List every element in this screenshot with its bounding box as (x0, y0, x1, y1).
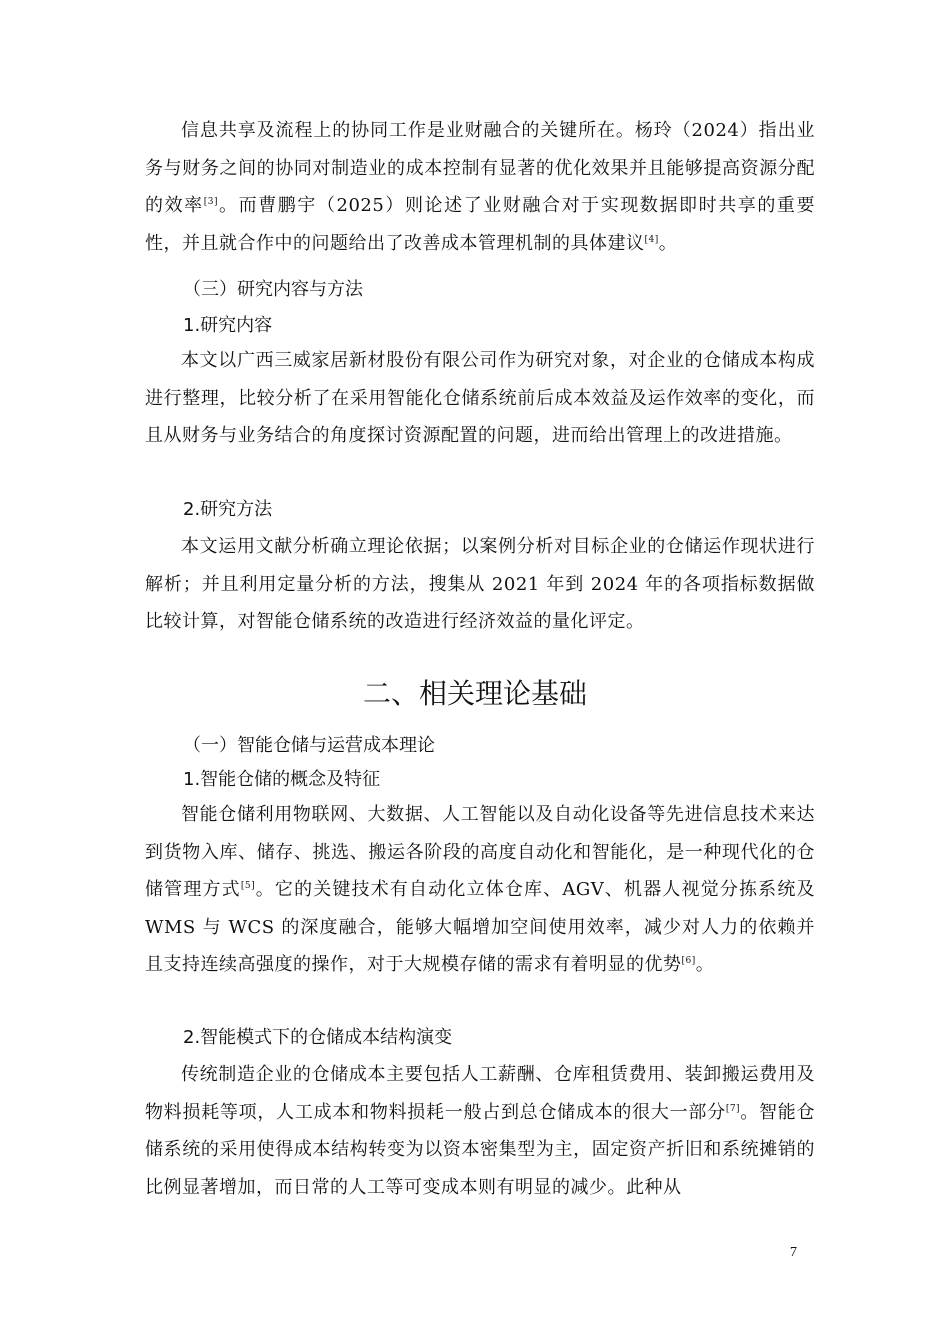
citation-5: [5] (240, 881, 256, 892)
paragraph-text: 。它的关键技术有自动化立体仓库、AGV、机器人视觉分拣系统及 WMS 与 WCS 的深度融合，能够大幅增加空间使用效率，减少对人力的依赖并且支持连续高强度的操作，对于大规模存储的需求有着明显的优势 (145, 879, 816, 976)
subheading-research-content: 1.研究内容 (183, 315, 273, 336)
section-heading-smart-warehousing: （一）智能仓储与运营成本理论 (183, 735, 435, 756)
paragraph-cost-structure (145, 1056, 815, 1206)
chapter-title: 二、相关理论基础 (362, 677, 587, 710)
paragraph-research-content: 本文以广西三威家居新材股份有限公司作为研究对象，对企业的仓储成本构成进行整理，比较分析了在采用智能化仓储系统前后成本效益及运作效率的变化，而且从财务与业务结合的角度探讨资源配置的问题，进而给出管理上的改进措施。 (145, 350, 815, 447)
paragraph-text: 。 (695, 954, 715, 976)
paragraph-text: 信息共享及流程上的协同工作是业财融合的关键所在。杨玲（2024）指出业务与财务之间的协同对制造业的成本控制有显著的优化效果并且能够提高资源分配的效率 (145, 120, 815, 217)
paragraph-collaboration (145, 112, 815, 262)
subheading-research-methods: 2.研究方法 (183, 499, 273, 520)
citation-6: [6] (681, 956, 696, 967)
paragraph-research-methods: 本文运用文献分析确立理论依据；以案例分析对目标企业的仓储运作现状进行解析；并且利用定量分析的方法，搜集从 2021 年到 2024 年的各项指标数据做比较计算，对智能仓储系统的改造进行经济效益的量化评定。 (145, 536, 815, 633)
paragraph-text: 。智能仓储系统的采用使得成本结构转变为以资本密集型为主，固定资产折旧和系统摊销的比例显著增加，而日常的人工等可变成本则有明显的减少。此种从 (145, 1101, 816, 1198)
paragraph-text: 传统制造企业的仓储成本主要包括人工薪酬、仓库租赁费用、装卸搬运费用及物料损耗等项，人工成本和物料损耗一般占到总仓储成本的很大一部分 (145, 1064, 815, 1123)
section-heading-research-content-methods: （三）研究内容与方法 (183, 279, 363, 300)
citation-4: [4] (644, 234, 659, 245)
subheading-cost-structure: 2.智能模式下的仓储成本结构演变 (183, 1027, 453, 1048)
paragraph-smart-warehousing (145, 796, 815, 984)
paragraph-text: 智能仓储利用物联网、大数据、人工智能以及自动化设备等先进信息技术来达到货物入库、储存、挑选、搬运各阶段的高度自动化和智能化，是一种现代化的仓储管理方式 (145, 804, 815, 901)
page-number: 7 (790, 1245, 797, 1260)
subheading-smart-warehousing-concept: 1.智能仓储的概念及特征 (183, 769, 381, 790)
citation-3: [3] (203, 197, 218, 208)
paragraph-text: 。而曹鹏宇（2025）则论述了业财融合对于实现数据即时共享的重要性，并且就合作中的问题给出了改善成本管理机制的具体建议 (145, 195, 815, 254)
paragraph-text: 。 (658, 232, 678, 254)
citation-7: [7] (725, 1103, 741, 1114)
